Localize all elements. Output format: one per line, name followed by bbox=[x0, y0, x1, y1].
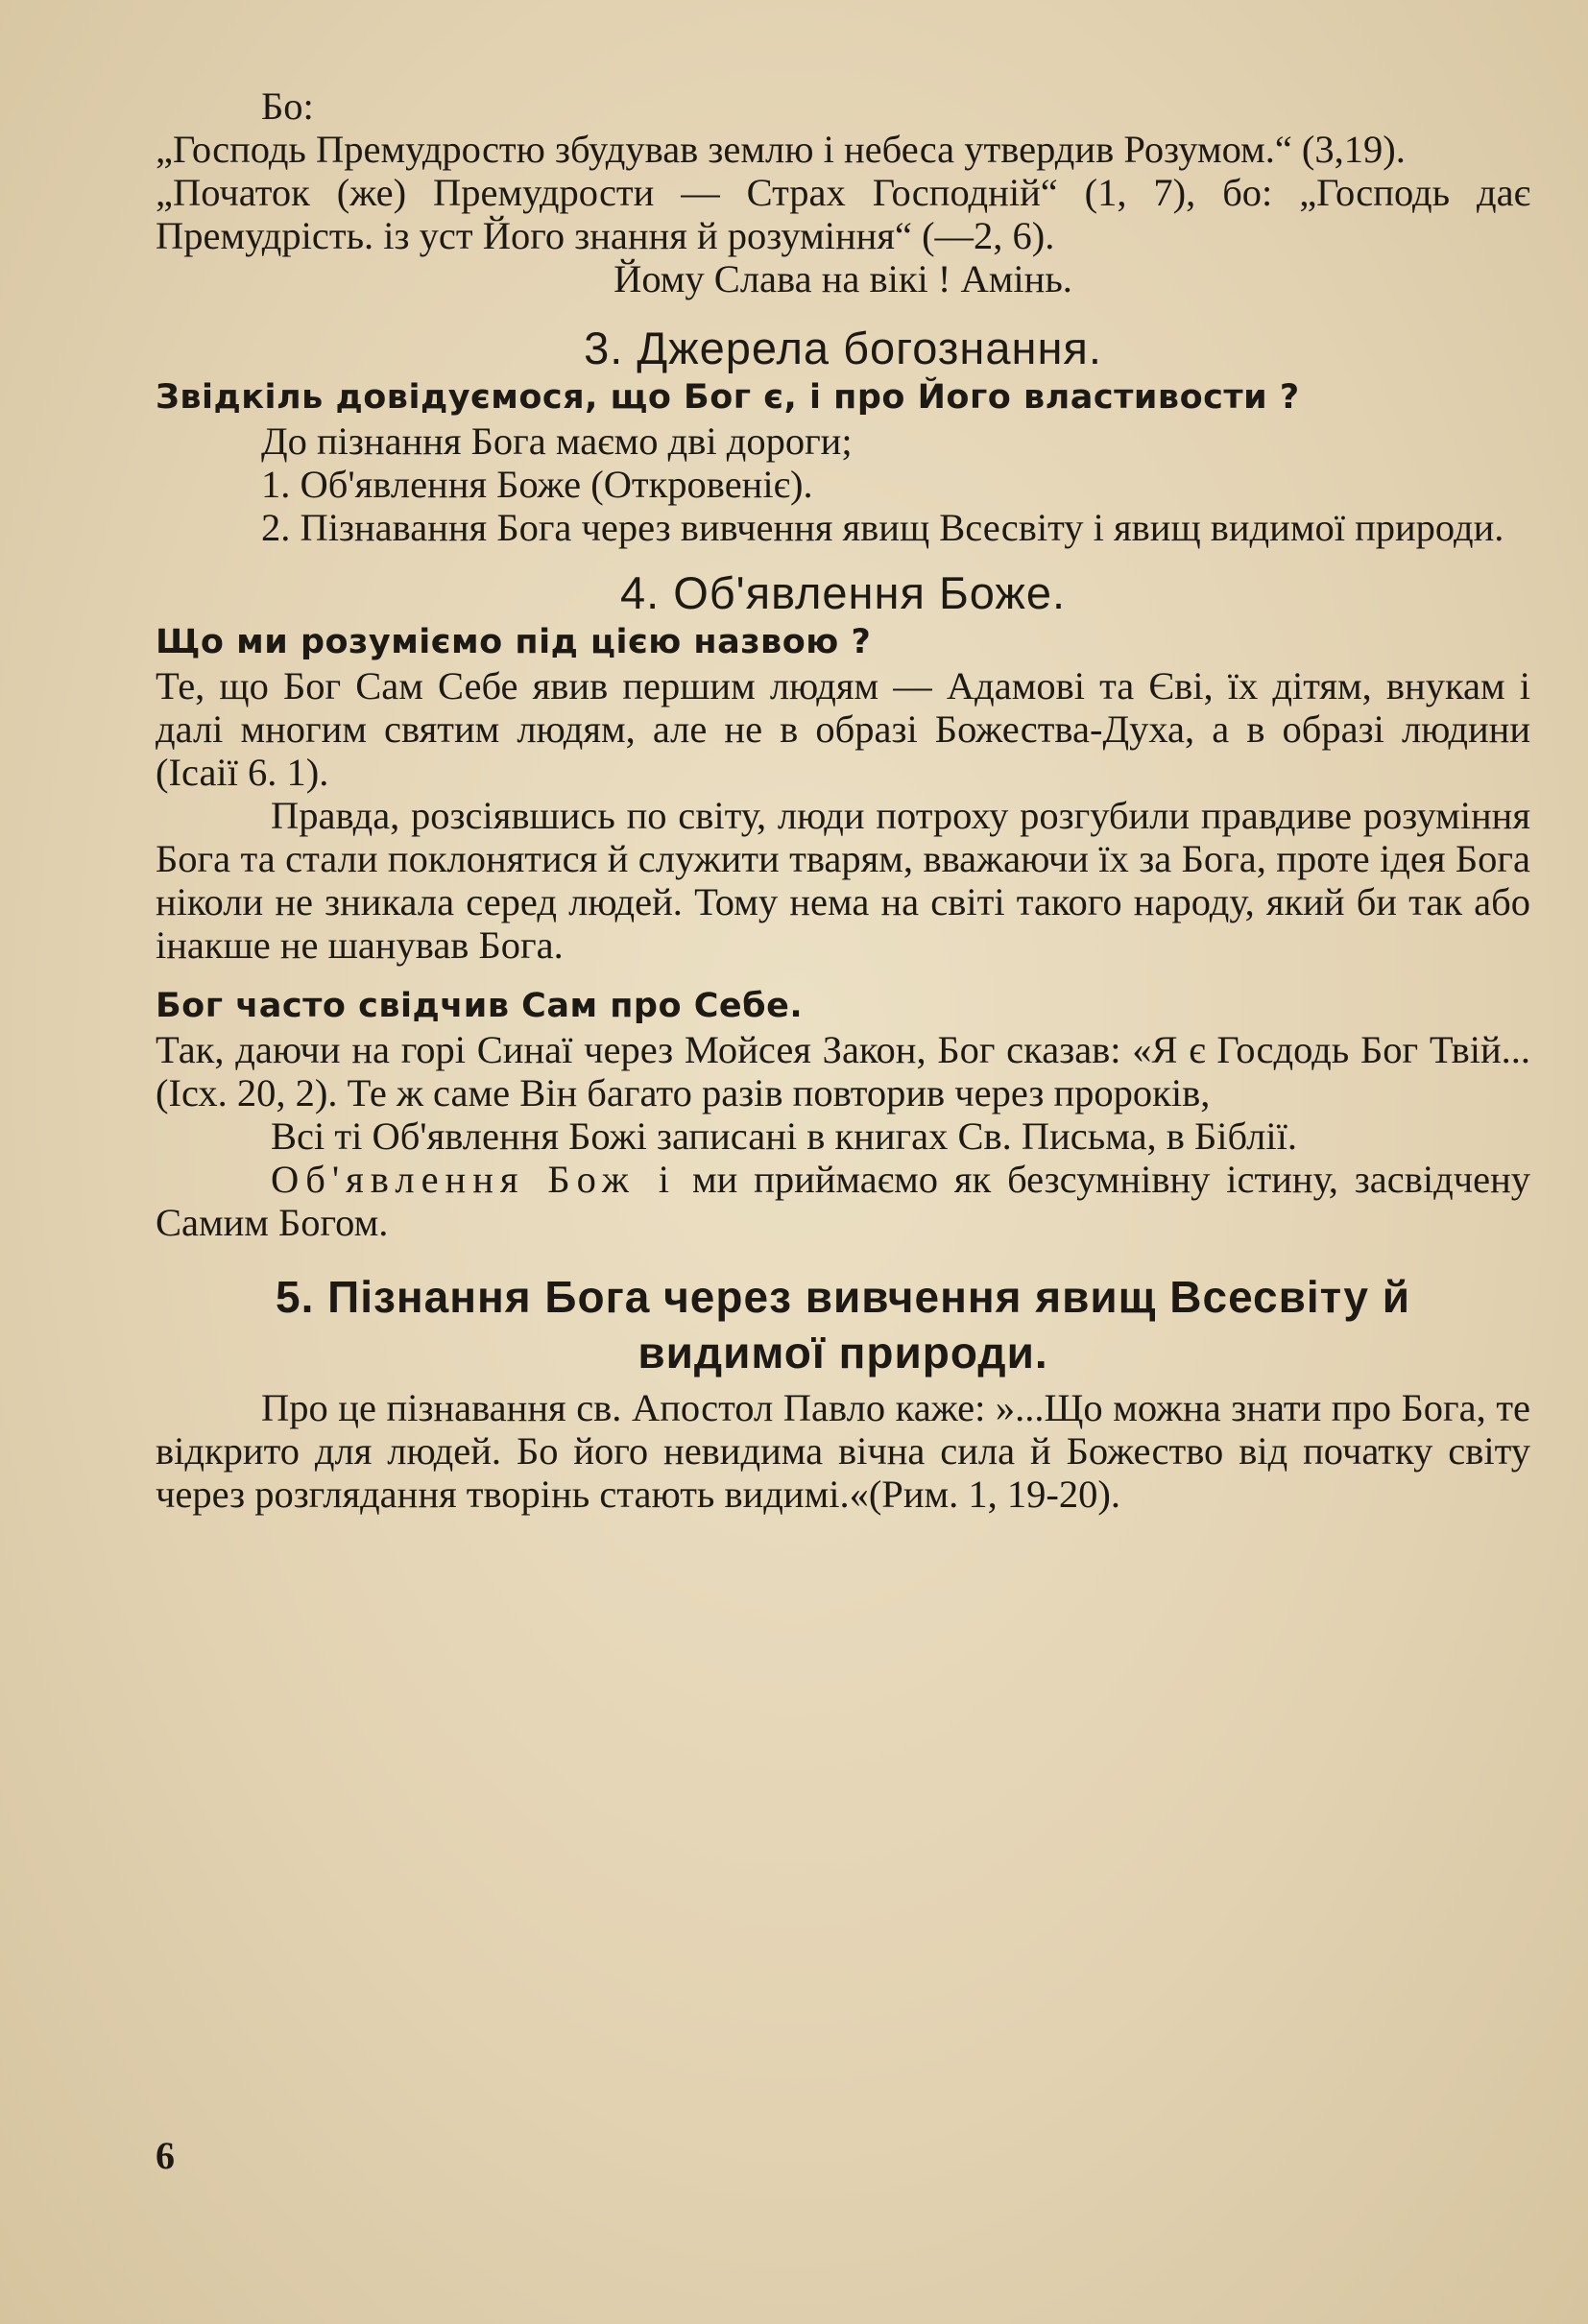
section-4-paragraph-5 bbox=[156, 1158, 1530, 1244]
section-3-paragraph-1: До пізнання Бога маємо дві дороги; bbox=[261, 419, 853, 463]
section-4-heading: 4. Об'явлення Боже. bbox=[619, 567, 1067, 618]
section-4-paragraph-2: Правда, розсіявшись по світу, люди потроху розгубили правдиве розуміння Бога та стали поклонятися й служити тварям, вважаючи їх за Бога, проте ідея Бога ніколи не зникала серед людей. Тому нема на світі такого народу, який би так або інакше не шанував Бога. bbox=[156, 794, 1530, 967]
section-4-paragraph-1: Те, що Бог Сам Себе явив першим людям — Адамові та Єві, їх дітям, внукам і далі многим святим людям, але не в образі Божества-Духа, а в образі людини (Ісаії 6. 1). bbox=[156, 664, 1530, 794]
section-4-paragraph-4: Всі ті Об'явлення Божі записані в книгах Св. Письма, в Біблії. bbox=[271, 1114, 1297, 1158]
intro-quote-1: „Господь Премудростю збудував землю і небеса утвердив Розумом.“ (3,19). bbox=[156, 128, 1406, 171]
section-4-paragraph-3: Так, даючи на горі Синаї через Мойсея Закон, Бог сказав: «Я є Госдодь Бог Твій...(Ісх. 20, 2). Те ж саме Він багато разів повторив через пророків, bbox=[156, 1028, 1530, 1114]
paragraph-5-rest: ми приймаємо як безсумнівну істину, засвідчену Самим Богом. bbox=[156, 1158, 1530, 1244]
section-4-subheading: Бог часто свідчив Сам про Себе. bbox=[156, 987, 804, 1025]
section-5-heading-line-1: 5. Пізнання Бога через вивчення явищ Всесвіту й bbox=[276, 1272, 1410, 1322]
section-5-paragraph-1: Про це пізнавання св. Апостол Павло каже: »...Що можна знати про Бога, те відкрито для людей. Бо його невидима вічна сила й Божество від початку світу через розглядання творінь стають видимі.«(Рим. 1, 19-20). bbox=[156, 1386, 1530, 1516]
intro-lead: Бо: bbox=[261, 84, 314, 128]
section-3-paragraph-3: 2. Пізнавання Бога через вивчення явищ Всесвіту і явищ видимої природи. bbox=[261, 506, 1504, 549]
section-5-heading-line-2: видимої природи. bbox=[638, 1328, 1048, 1378]
section-3-heading: 3. Джерела богознання. bbox=[584, 323, 1102, 373]
intro-quote-2: „Початок (же) Премудрости — Страх Господній“ (1, 7), бо: „Господь дає Премудрість. із уст Його знання й розуміння“ (—2, 6). bbox=[156, 171, 1530, 257]
section-4-question: Що ми розуміємо під цією назвою ? bbox=[156, 623, 872, 661]
intro-closing: Йому Слава на вікі ! Амінь. bbox=[614, 257, 1072, 300]
spaced-emphasis: Об'явлення Бож і bbox=[271, 1158, 677, 1201]
section-3-paragraph-2: 1. Об'явлення Боже (Откровеніє). bbox=[261, 463, 813, 506]
section-3-question: Звідкіль довідуємося, що Бог є, і про Його властивости ? bbox=[156, 378, 1300, 417]
text-column bbox=[156, 84, 1530, 1516]
page-number: 6 bbox=[156, 2134, 175, 2177]
